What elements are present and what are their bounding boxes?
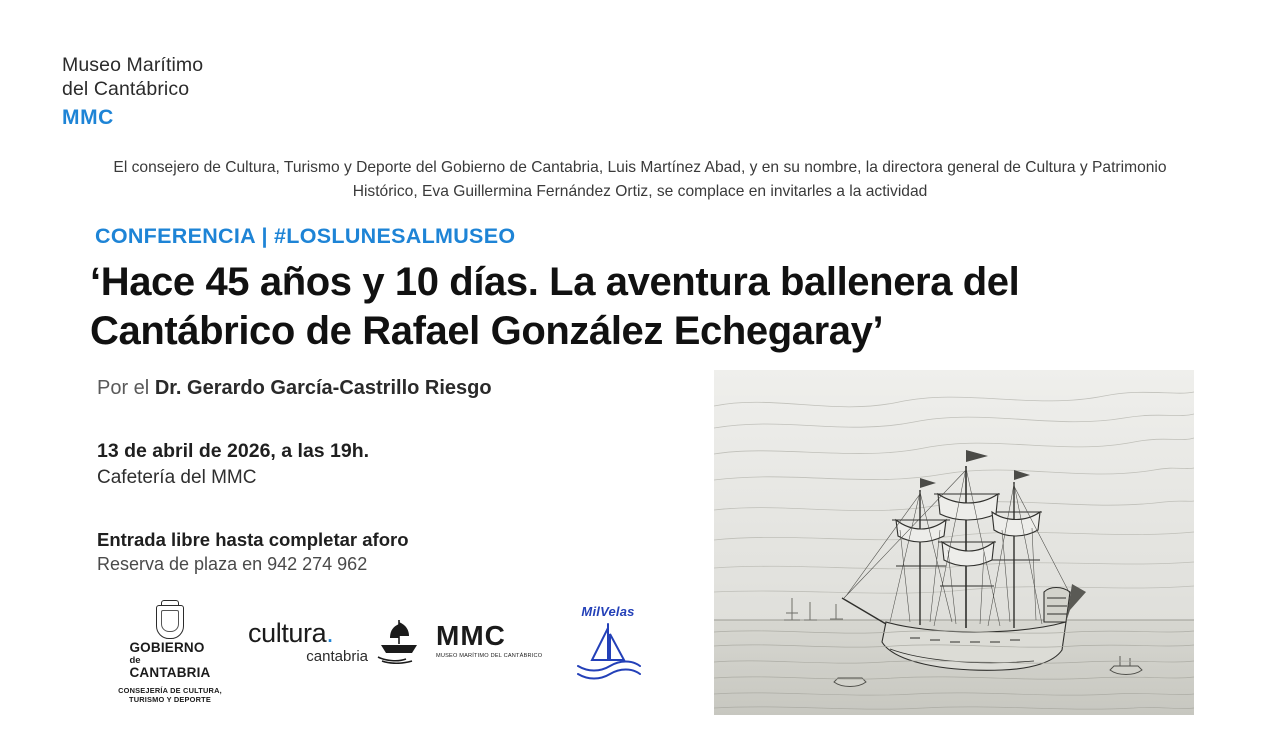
museum-logo	[62, 54, 203, 130]
mmc-wordmark	[436, 619, 543, 659]
speaker-prefix: Por el	[97, 377, 155, 399]
event-datetime: 13 de abril de 2026, a las 19h.	[97, 440, 370, 462]
museum-name-line1: Museo Marítimo	[62, 54, 204, 76]
event-venue: Cafetería del MMC	[97, 467, 257, 488]
sailboat-icon	[548, 620, 668, 682]
cultura-sub: cantabria	[306, 648, 368, 665]
gobierno-wordmark	[100, 641, 240, 681]
engraving-image	[714, 370, 1194, 715]
ship-icon	[372, 616, 426, 664]
gobierno-sub-line1: CONSEJERÍA DE CULTURA,	[118, 685, 222, 695]
gobierno-main: GOBIERNO	[129, 640, 205, 655]
logo-mmc-museum	[372, 616, 572, 664]
event-kicker: CONFERENCIA | #LOSLUNESALMUSEO	[95, 224, 516, 248]
gobierno-region: CANTABRIA	[129, 665, 211, 681]
logo-milvelas	[548, 604, 668, 682]
shield-icon	[156, 605, 184, 639]
museum-name-line2: del Cantábrico	[62, 77, 190, 100]
speaker-name: Dr. Gerardo García-Castrillo Riesgo	[154, 377, 492, 399]
gobierno-sub-line2: TURISMO Y DEPORTE	[129, 694, 211, 704]
cultura-dot: .	[326, 618, 334, 648]
cultura-word: cultura	[248, 618, 327, 648]
access-note: Reserva de plaza en 942 274 962	[97, 554, 368, 574]
logo-gobierno-de-cantabria	[100, 600, 240, 704]
access-title: Entrada libre hasta completar aforo	[97, 529, 409, 550]
gobierno-de: de	[129, 654, 141, 666]
mmc-acronym: MMC	[436, 619, 506, 651]
page-title: ‘Hace 45 años y 10 días. La aventura ballenera del Cantábrico de Rafael González Echegaray’	[90, 260, 1020, 354]
sponsor-logo-strip	[100, 596, 670, 704]
cultura-wordmark	[248, 620, 368, 647]
museum-acronym: MMC	[62, 105, 114, 129]
invitation-text: El consejero de Cultura, Turismo y Deporte del Gobierno de Cantabria, Luis Martínez Abad, y en su nombre, la directora general de Cultura y Patrimonio Histórico, Eva Guillermina Fernández Ortiz, se complace en invitarles a la actividad	[113, 159, 1167, 200]
mmc-full-name: MUSEO MARÍTIMO DEL CANTÁBRICO	[436, 652, 543, 659]
logo-cultura-cantabria	[248, 620, 368, 665]
speaker-line	[97, 377, 492, 400]
milvelas-wordmark: MilVelas	[581, 604, 635, 619]
